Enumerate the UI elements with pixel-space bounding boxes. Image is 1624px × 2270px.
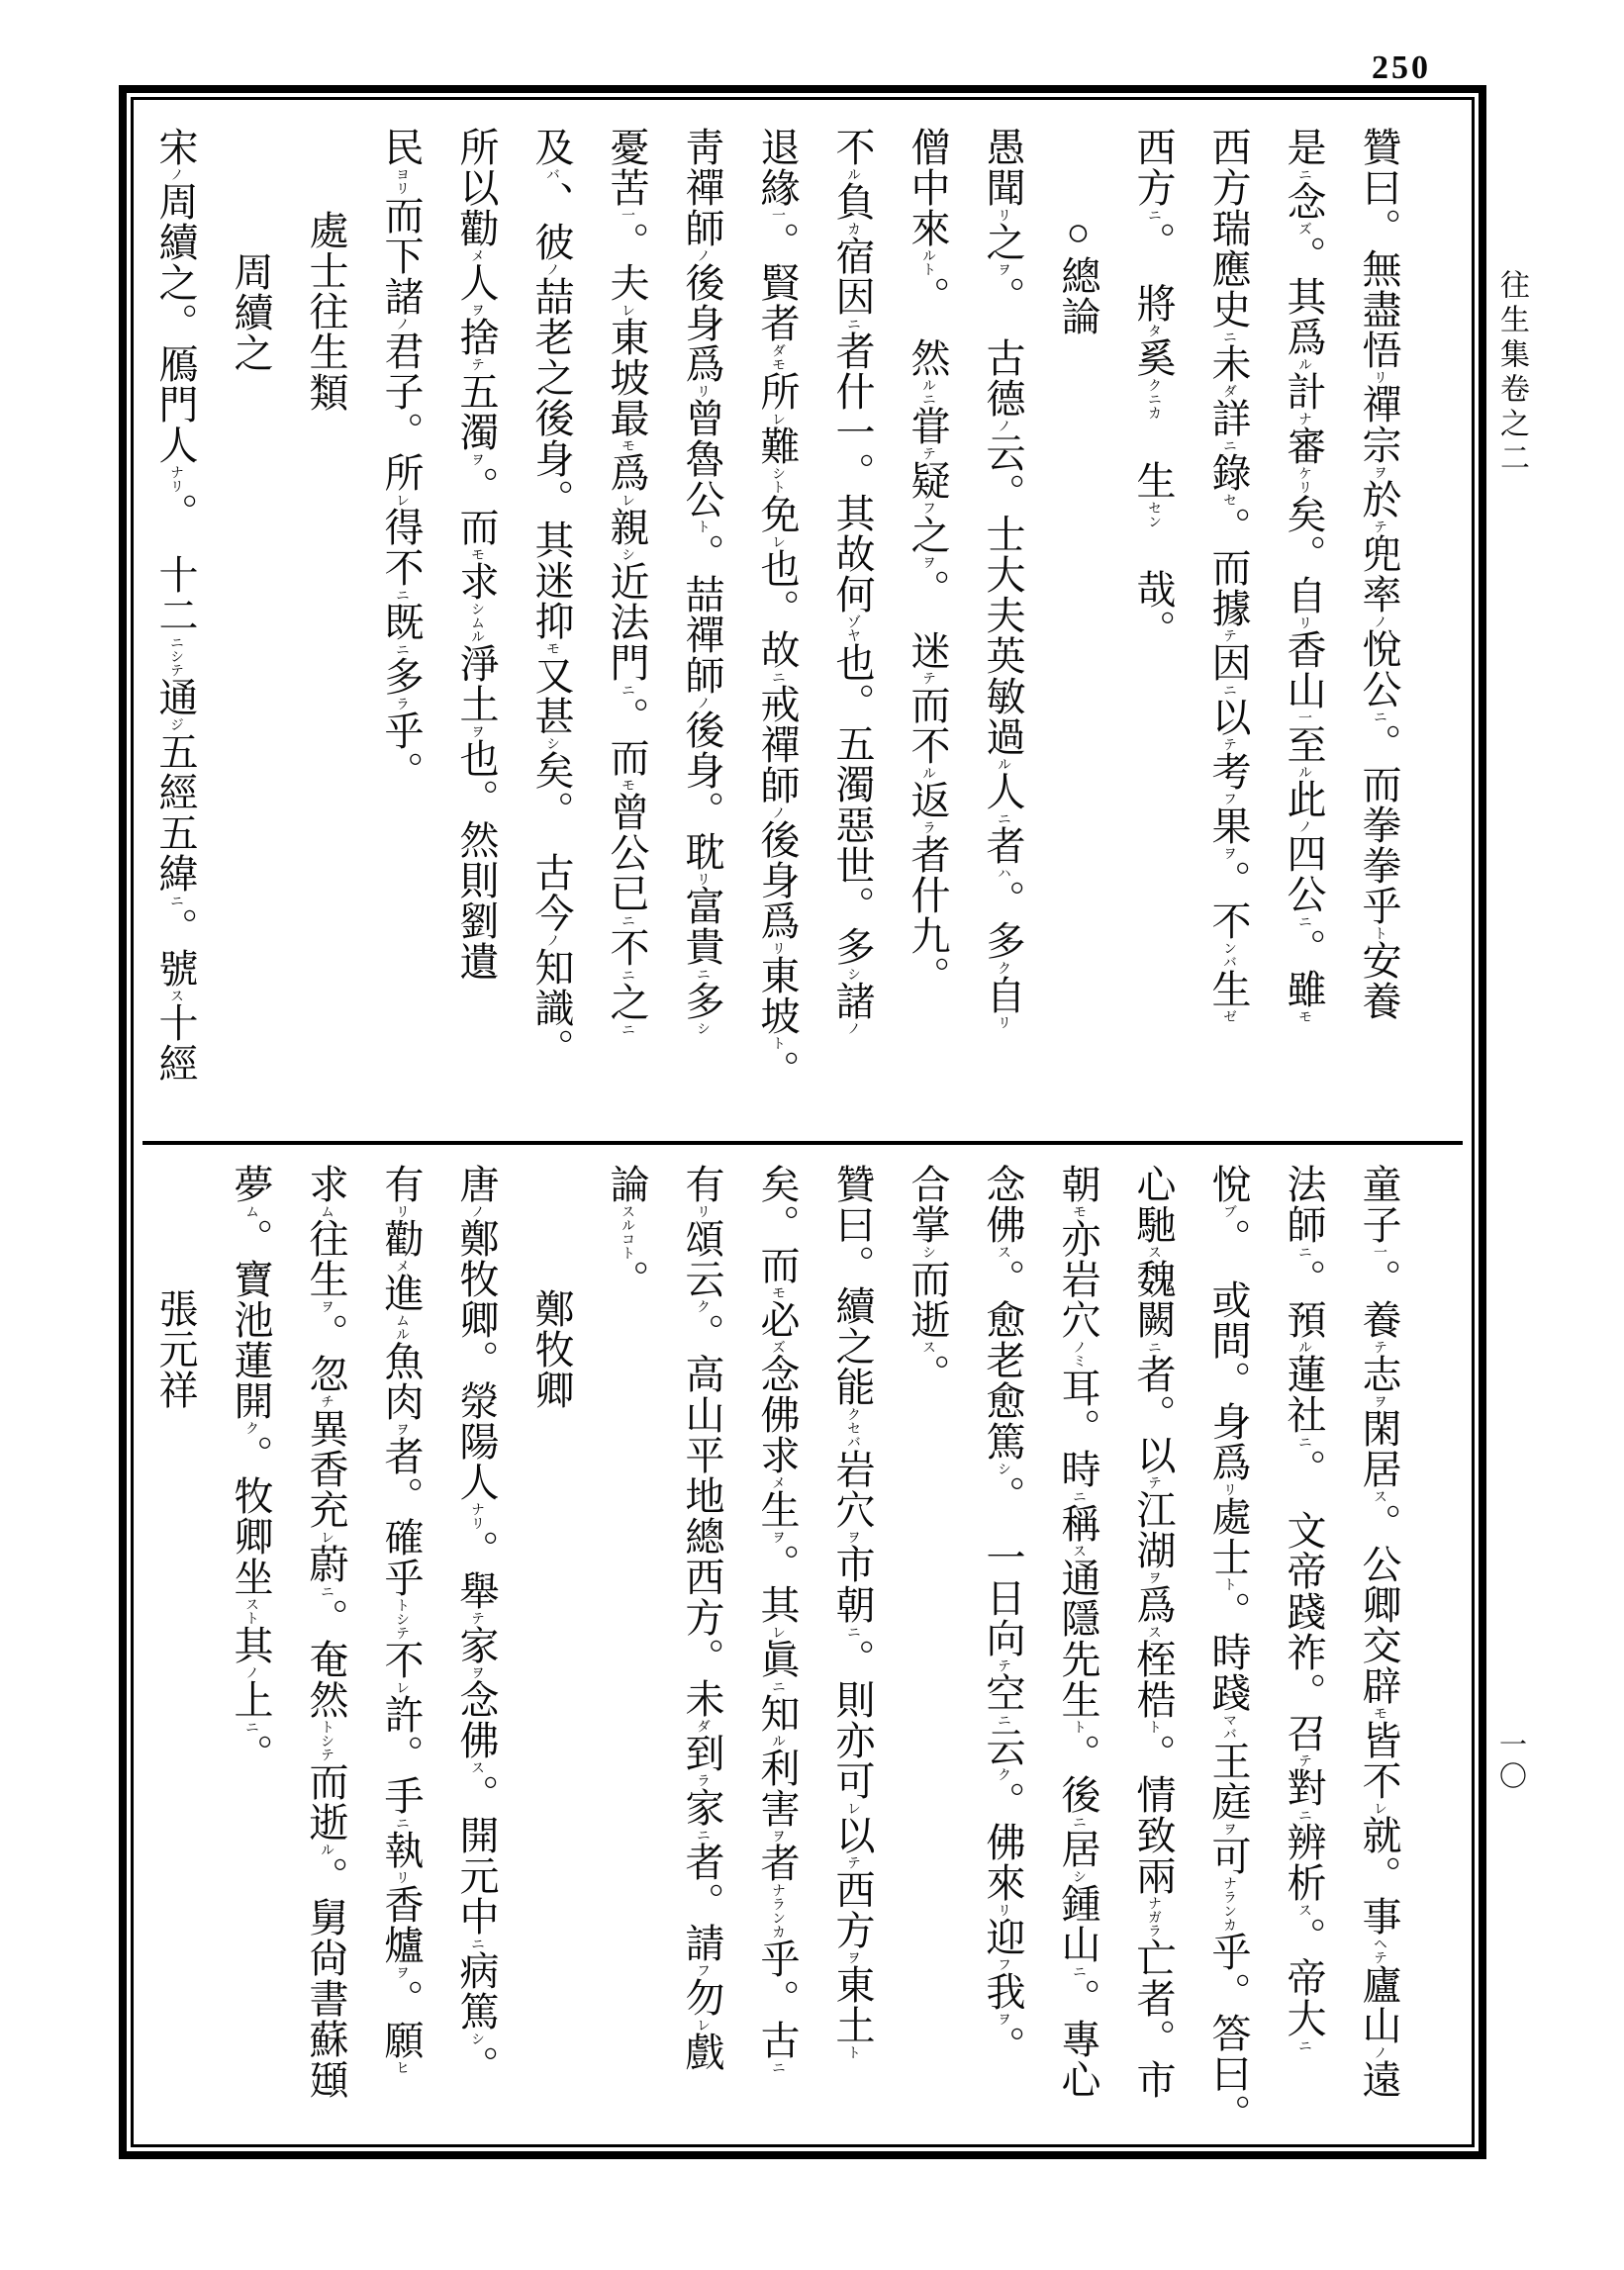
bottom-column-10: 有リ頌云ク。高山平地總西方。未ダ到ラ家ニ者。請フ勿レ戲 [680, 1164, 724, 2072]
bottom-column-16: 夢ム。寶池蓮開ク。牧卿坐スト其ノ上ニ。 [229, 1164, 273, 1774]
page-frame-inner [131, 97, 1475, 2147]
bottom-column-14: 有リ勸メ進ムル魚肉ヲ者。確乎トシテ不レ許。手ニ執リ香爐ヲ。願ヒ [379, 1164, 424, 2074]
bottom-column-9: 矣。而モ必ズ念佛求メ生ヲ。其レ眞ニ知ル利害ヲ者ナランカ乎。古ニ [755, 1164, 800, 2074]
top-column-15-category-heading: 處士往生類 [304, 210, 348, 413]
top-column-4: 西方ニ。 將タ奚クニカ 生セン 哉。 [1131, 127, 1176, 650]
bottom-column-12-person-heading: 鄭牧卿 [529, 1288, 574, 1410]
top-column-10: 靑禪師ノ後身爲リ曾魯公ト。喆禪師ノ後身。耽リ富貴ニ多シ [680, 127, 724, 1035]
page-number: 250 [1372, 49, 1431, 86]
bottom-column-1: 童子一。養テ志ヲ閑居ス。公卿交辟モ皆不レ就。事ヘテ廬山ノ遠 [1357, 1164, 1401, 2100]
top-column-12: 及バ、彼ノ喆老之後身。其迷抑モ又甚シ矣。 古今ノ知識。 [529, 127, 574, 1069]
bottom-column-8: 贊曰。續之能クセバ岩穴ヲ市朝ニ。則亦可レ以テ西方ヲ東土ト [830, 1164, 875, 2059]
top-column-14: 民ヨリ而下諸ノ君子。所レ得不ニ既ニ多ラ乎。 [379, 127, 424, 792]
top-column-2: 是ニ念ズ。其爲ル計ナ審ケリ矣。自リ香山一至ル此ノ四公ニ。雖モ [1282, 127, 1326, 1023]
top-column-11: 憂苦一。夫レ東坡最モ爲レ親シ近法門ニ。而モ曾公已ニ不ニ之ニ [605, 127, 649, 1036]
top-column-9: 退緣一。賢者ダモ所レ難シト免レ也。故ニ戒禪師ノ後身爲リ東坡ト。 [755, 127, 800, 1090]
top-column-8: 不ル負カ宿因ニ者什一。其故何ゾヤ也。五濁惡世。多シ諸ノ [830, 127, 875, 1035]
page-content [153, 119, 1449, 2134]
bottom-column-7: 合掌シ而逝ス。 [906, 1164, 950, 1394]
bottom-column-2: 法師ニ。預ル蓮社ニ。 文帝踐祚。召テ對ニ辨析ス。帝大ニ [1282, 1164, 1326, 2052]
top-column-7: 僧中來ルト。 然ルニ甞テ疑フ之ヲ。 迷テ而不ル返ラ者什九。 [906, 127, 950, 996]
bottom-column-11: 論スルコト。 [605, 1164, 649, 1300]
bottom-column-15: 求ム往生ヲ。忽チ異香充レ蔚ニ。奄然トシテ而逝ル。舅尙書蘇頲 [304, 1164, 348, 2100]
bottom-column-6: 念佛ス。愈老愈篤シ。 一日向テ空ニ云ク。佛來リ迎フ我ヲ。 [981, 1164, 1025, 2066]
top-column-17: 宋ノ周續之。鴈門人ナリ。 十二ニシテ通ジ五經五緯ニ。號ス十經 [153, 127, 198, 1084]
bottom-column-3: 悅ブ。 或問。身爲リ處士ト。時踐マバ王庭ヲ可ナランカ乎。答曰。 [1206, 1164, 1251, 2134]
top-column-6: 愚聞リ之ヲ。 古德ノ云。士大夫英敏過ル人ニ者ハ。多ク自リ [981, 127, 1025, 1029]
top-column-16-person-heading: 周續之 [229, 251, 273, 373]
bottom-column-17-person-heading: 張元祥 [153, 1288, 198, 1410]
bottom-column-5: 朝モ亦岩穴ノミ耳。時ニ稱ス通隱先生ト。後ニ居シ鍾山ニ。專心 [1056, 1164, 1100, 2100]
top-column-13: 所以勸メ人ヲ捨テ五濁ヲ。而モ求シムル淨土ヲ也。然則劉遺 [454, 127, 499, 982]
bottom-column-13: 唐ノ鄭牧卿。滎陽人ナリ。舉テ家ヲ念佛ス。開元中ニ病篤シ。 [454, 1164, 499, 2086]
bottom-column-4: 心馳ス魏闕ニ者。以テ江湖ヲ爲ス桎梏ト。情致兩ナガラ亡者。市 [1131, 1164, 1176, 2100]
top-column-3: 西方瑞應史ニ未ダ詳ニ錄セ。而據テ因ニ以テ考フ果ヲ。不ンバ生ゼ [1206, 127, 1251, 1023]
margin-folio-number: 一〇 [1495, 1730, 1526, 1793]
top-column-1: 贊曰。無盡悟リ禪宗ヲ於テ兜率ノ悅公ニ。而拳拳乎ト安養 [1357, 127, 1401, 1021]
page-frame-outer [119, 85, 1486, 2159]
top-column-5-section-heading: ○總論 [1056, 210, 1100, 336]
margin-volume-title: 往生集卷之二 [1495, 269, 1528, 477]
